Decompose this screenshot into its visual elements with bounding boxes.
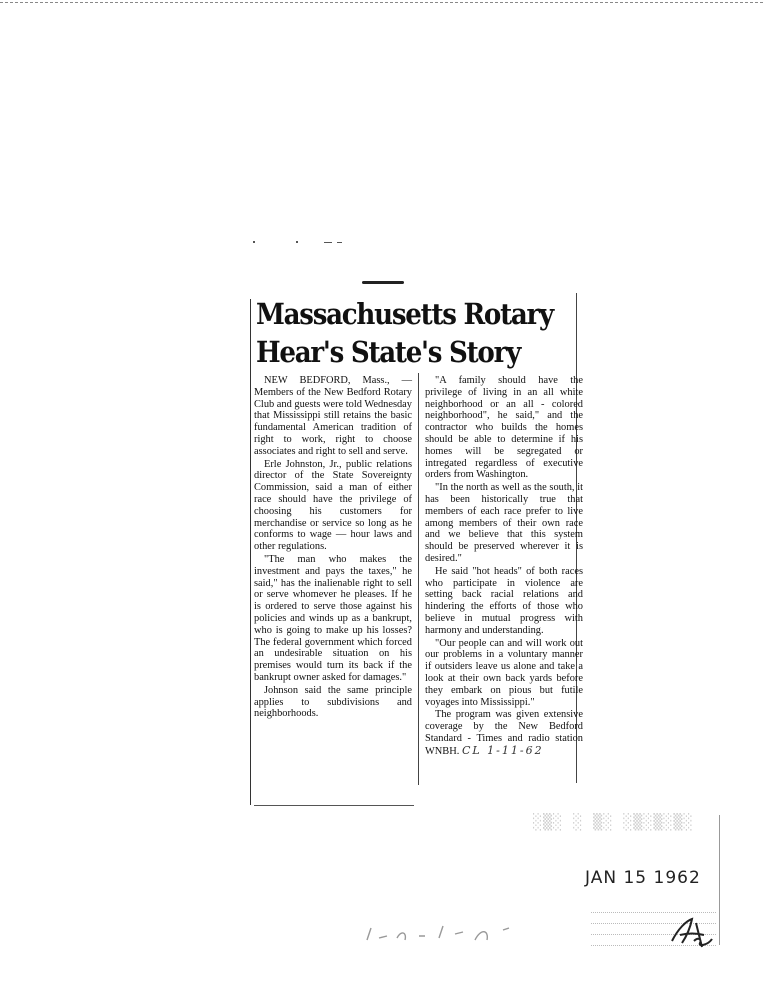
clipping-top-rule <box>362 281 404 284</box>
article-paragraph: Johnson said the same principle applies to subdivisions and neighborhoods. <box>254 684 412 720</box>
article-column-right <box>425 375 583 759</box>
scan-mark <box>337 242 342 243</box>
article-paragraph: He said "hot heads" of both races who participate in violence are setting back racial relations and hindering the efforts of those who believe in mutual progress with harmony and understanding. <box>425 565 583 636</box>
scan-mark <box>324 242 332 243</box>
article-paragraph: Erle Johnston, Jr., public relations director of the State Sovereignty Commission, said a man of either race should have the privilege of choosing his customers for merchandise or service so long as he conforms to wage — hour laws and other regulations. <box>254 458 412 553</box>
article-paragraph: "A family should have the privilege of living in an all white neighborhood or an all - colored neighborhood", he said," and the contractor who builds the homes should be able to determine if his homes will be segregated or intregated regardless of executive orders from Washington. <box>425 375 583 481</box>
article-paragraph-text: The program was given extensive coverage by the New Bedford Standard - Times and radio station WNBH. <box>425 709 583 757</box>
article-headline <box>256 295 553 371</box>
headline-line-2: Hear's State's Story <box>256 335 520 369</box>
stamp-date: JAN 15 1962 <box>585 868 701 888</box>
headline-line-1: Massachusetts Rotary <box>256 297 553 331</box>
stamp-border <box>719 815 720 945</box>
article-paragraph <box>425 709 583 757</box>
signature-icon <box>668 911 716 951</box>
article-paragraph: "Our people can and will work out our problems in a voluntary manner if outsiders leave us alone and take a look at their own back yards before they embark on pious but futile voyages into Mississippi." <box>425 637 583 708</box>
handwritten-annotation: CL 1-11-62 <box>461 743 544 757</box>
column-divider <box>418 373 419 785</box>
article-column-left <box>254 375 412 721</box>
article-paragraph: NEW BEDFORD, Mass., — Members of the New Bedford Rotary Club and guests were told Wednesday that Mississippi still retains the basic fundamental American tradition of right to work, right to choose associates and right to sell and serve. <box>254 375 412 457</box>
newspaper-clipping <box>250 293 585 813</box>
article-paragraph: "The man who makes the investment and pays the taxes," he said," has the inalienable right to sell or serve whomever he pleases. If he is ordered to serve those against his policies and winds up as a bankrupt, who is going to make up his losses? The federal government which forced an undesirable situation on his premises would turn its back if the bankrupt owner asked for damages." <box>254 553 412 683</box>
article-paragraph: "In the north as well as the south, it has been historically true that members of each race prefer to live among members of their own race and we believe that this system should be preserved wherever it is desired." <box>425 482 583 564</box>
scan-top-edge <box>0 2 763 3</box>
scan-mark <box>296 241 298 243</box>
clipping-bottom-rule <box>254 805 414 806</box>
pencil-scribble <box>363 920 523 946</box>
received-stamp <box>533 813 721 945</box>
column-border-left <box>250 299 251 805</box>
stamp-header-faded: ░▒░ ░ ▒░ ░▒░▒░▒░ <box>533 813 694 831</box>
scan-mark <box>253 241 255 243</box>
